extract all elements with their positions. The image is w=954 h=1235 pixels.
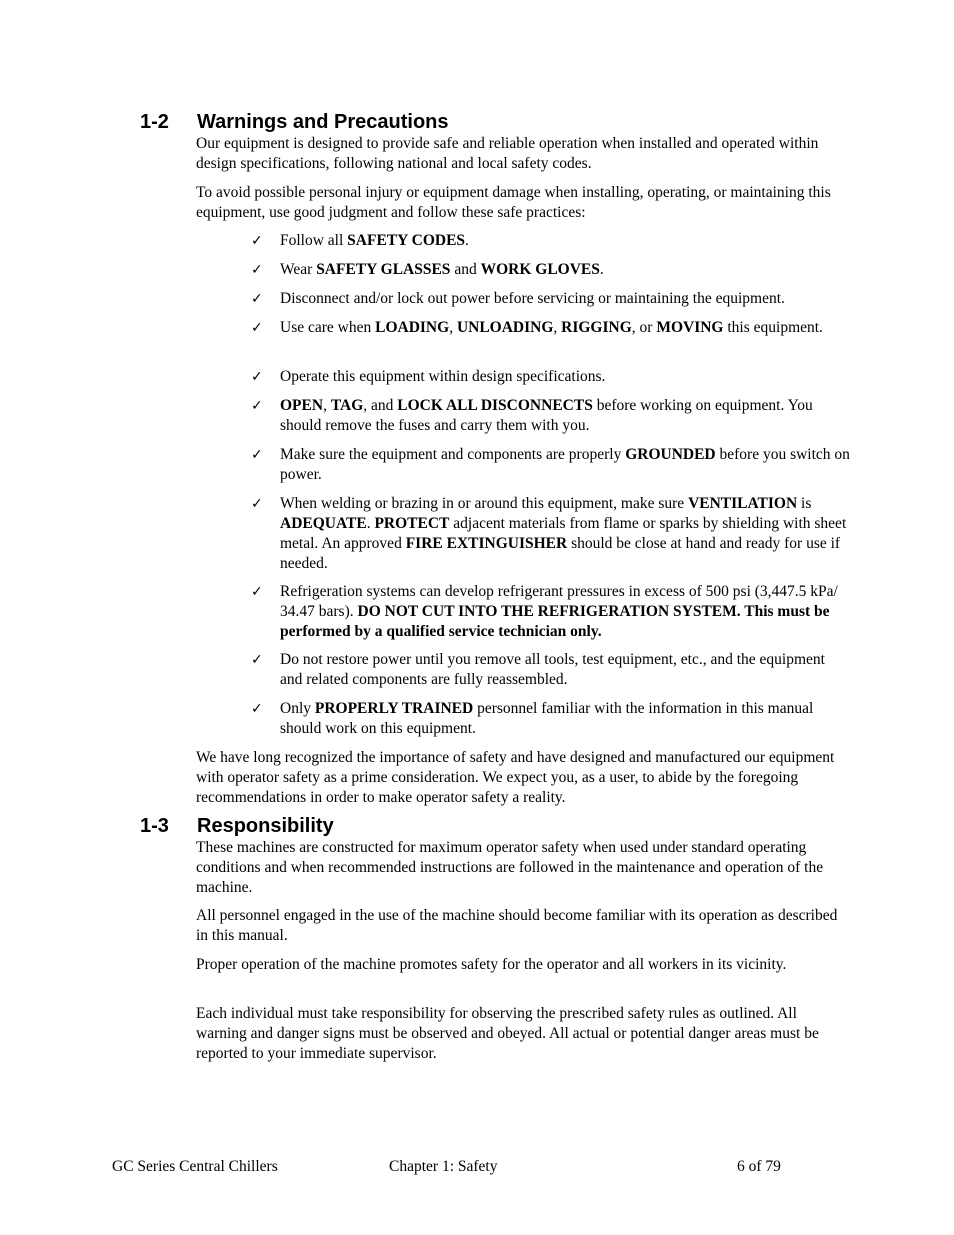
list-item: Use care when LOADING, UNLOADING, RIGGING, or MOVING this equipment. xyxy=(280,319,823,336)
list-item: Only PROPERLY TRAINED personnel familiar with the information in this manual should work on this equipment. xyxy=(280,700,814,737)
list-item: Refrigeration systems can develop refrigerant pressures in excess of 500 psi (3,447.5 kPa/ 34.47 bars). DO NOT CUT INTO THE REFRIGERATION SYSTEM. This must be performed by a qualified service technician only. xyxy=(280,583,838,640)
checkmark-icon: ✓ xyxy=(251,369,263,385)
checkmark-icon: ✓ xyxy=(251,447,263,463)
checkmark-icon: ✓ xyxy=(251,262,263,278)
section-heading-warnings xyxy=(140,110,449,134)
checkmark-icon: ✓ xyxy=(251,233,263,249)
footer-page-number: 6 of 79 xyxy=(737,1158,781,1175)
list-item: Follow all SAFETY CODES. xyxy=(280,232,469,249)
checkmark-icon: ✓ xyxy=(251,496,263,512)
list-item: When welding or brazing in or around this equipment, make sure VENTILATION is ADEQUATE. PROTECT adjacent materials from flame or sparks by shielding with sheet metal. An approved FIRE EXTINGUISHER should be close at hand and ready for use if needed. xyxy=(280,495,847,572)
paragraph: These machines are constructed for maximum operator safety when used under standard operating conditions and when recommended instructions are followed in the maintenance and operation of the machine. xyxy=(196,839,824,896)
section-number: 1-2 xyxy=(140,111,169,133)
checkmark-icon: ✓ xyxy=(251,291,263,307)
list-item: OPEN, TAG, and LOCK ALL DISCONNECTS before working on equipment. You should remove the fuses and carry them with you. xyxy=(280,397,813,434)
paragraph: All personnel engaged in the use of the machine should become familiar with its operation as described in this manual. xyxy=(196,907,838,944)
paragraph: We have long recognized the importance of safety and have designed and manufactured our equipment with operator safety as a prime consideration. We expect you, as a user, to abide by the foregoing recommendations in order to make operator safety a reality. xyxy=(196,749,835,806)
paragraph: Each individual must take responsibility for observing the prescribed safety rules as outlined. All warning and danger signs must be observed and obeyed. All actual or potential danger areas must be reported to your immediate supervisor. xyxy=(196,1005,819,1062)
footer-title: GC Series Central Chillers xyxy=(112,1158,278,1175)
footer-chapter: Chapter 1: Safety xyxy=(389,1158,498,1175)
list-item: Wear SAFETY GLASSES and WORK GLOVES. xyxy=(280,261,604,278)
paragraph: Proper operation of the machine promotes safety for the operator and all workers in its vicinity. xyxy=(196,956,787,973)
section-number: 1-3 xyxy=(140,815,169,837)
list-item: Make sure the equipment and components are properly GROUNDED before you switch on power. xyxy=(280,446,850,483)
list-item: Operate this equipment within design specifications. xyxy=(280,368,606,385)
paragraph: To avoid possible personal injury or equipment damage when installing, operating, or maintaining this equipment, use good judgment and follow these safe practices: xyxy=(196,184,831,221)
list-item: Disconnect and/or lock out power before servicing or maintaining the equipment. xyxy=(280,290,785,307)
section-heading-responsibility xyxy=(140,814,334,838)
checkmark-icon: ✓ xyxy=(251,398,263,414)
section-title: Warnings and Precautions xyxy=(197,111,449,133)
section-title: Responsibility xyxy=(197,815,334,837)
checkmark-icon: ✓ xyxy=(251,701,263,717)
list-item: Do not restore power until you remove all tools, test equipment, etc., and the equipment and related components are fully reassembled. xyxy=(280,651,825,688)
checkmark-icon: ✓ xyxy=(251,652,263,668)
paragraph: Our equipment is designed to provide safe and reliable operation when installed and operated within design specifications, following national and local safety codes. xyxy=(196,135,819,172)
checkmark-icon: ✓ xyxy=(251,320,263,336)
checkmark-icon: ✓ xyxy=(251,584,263,600)
